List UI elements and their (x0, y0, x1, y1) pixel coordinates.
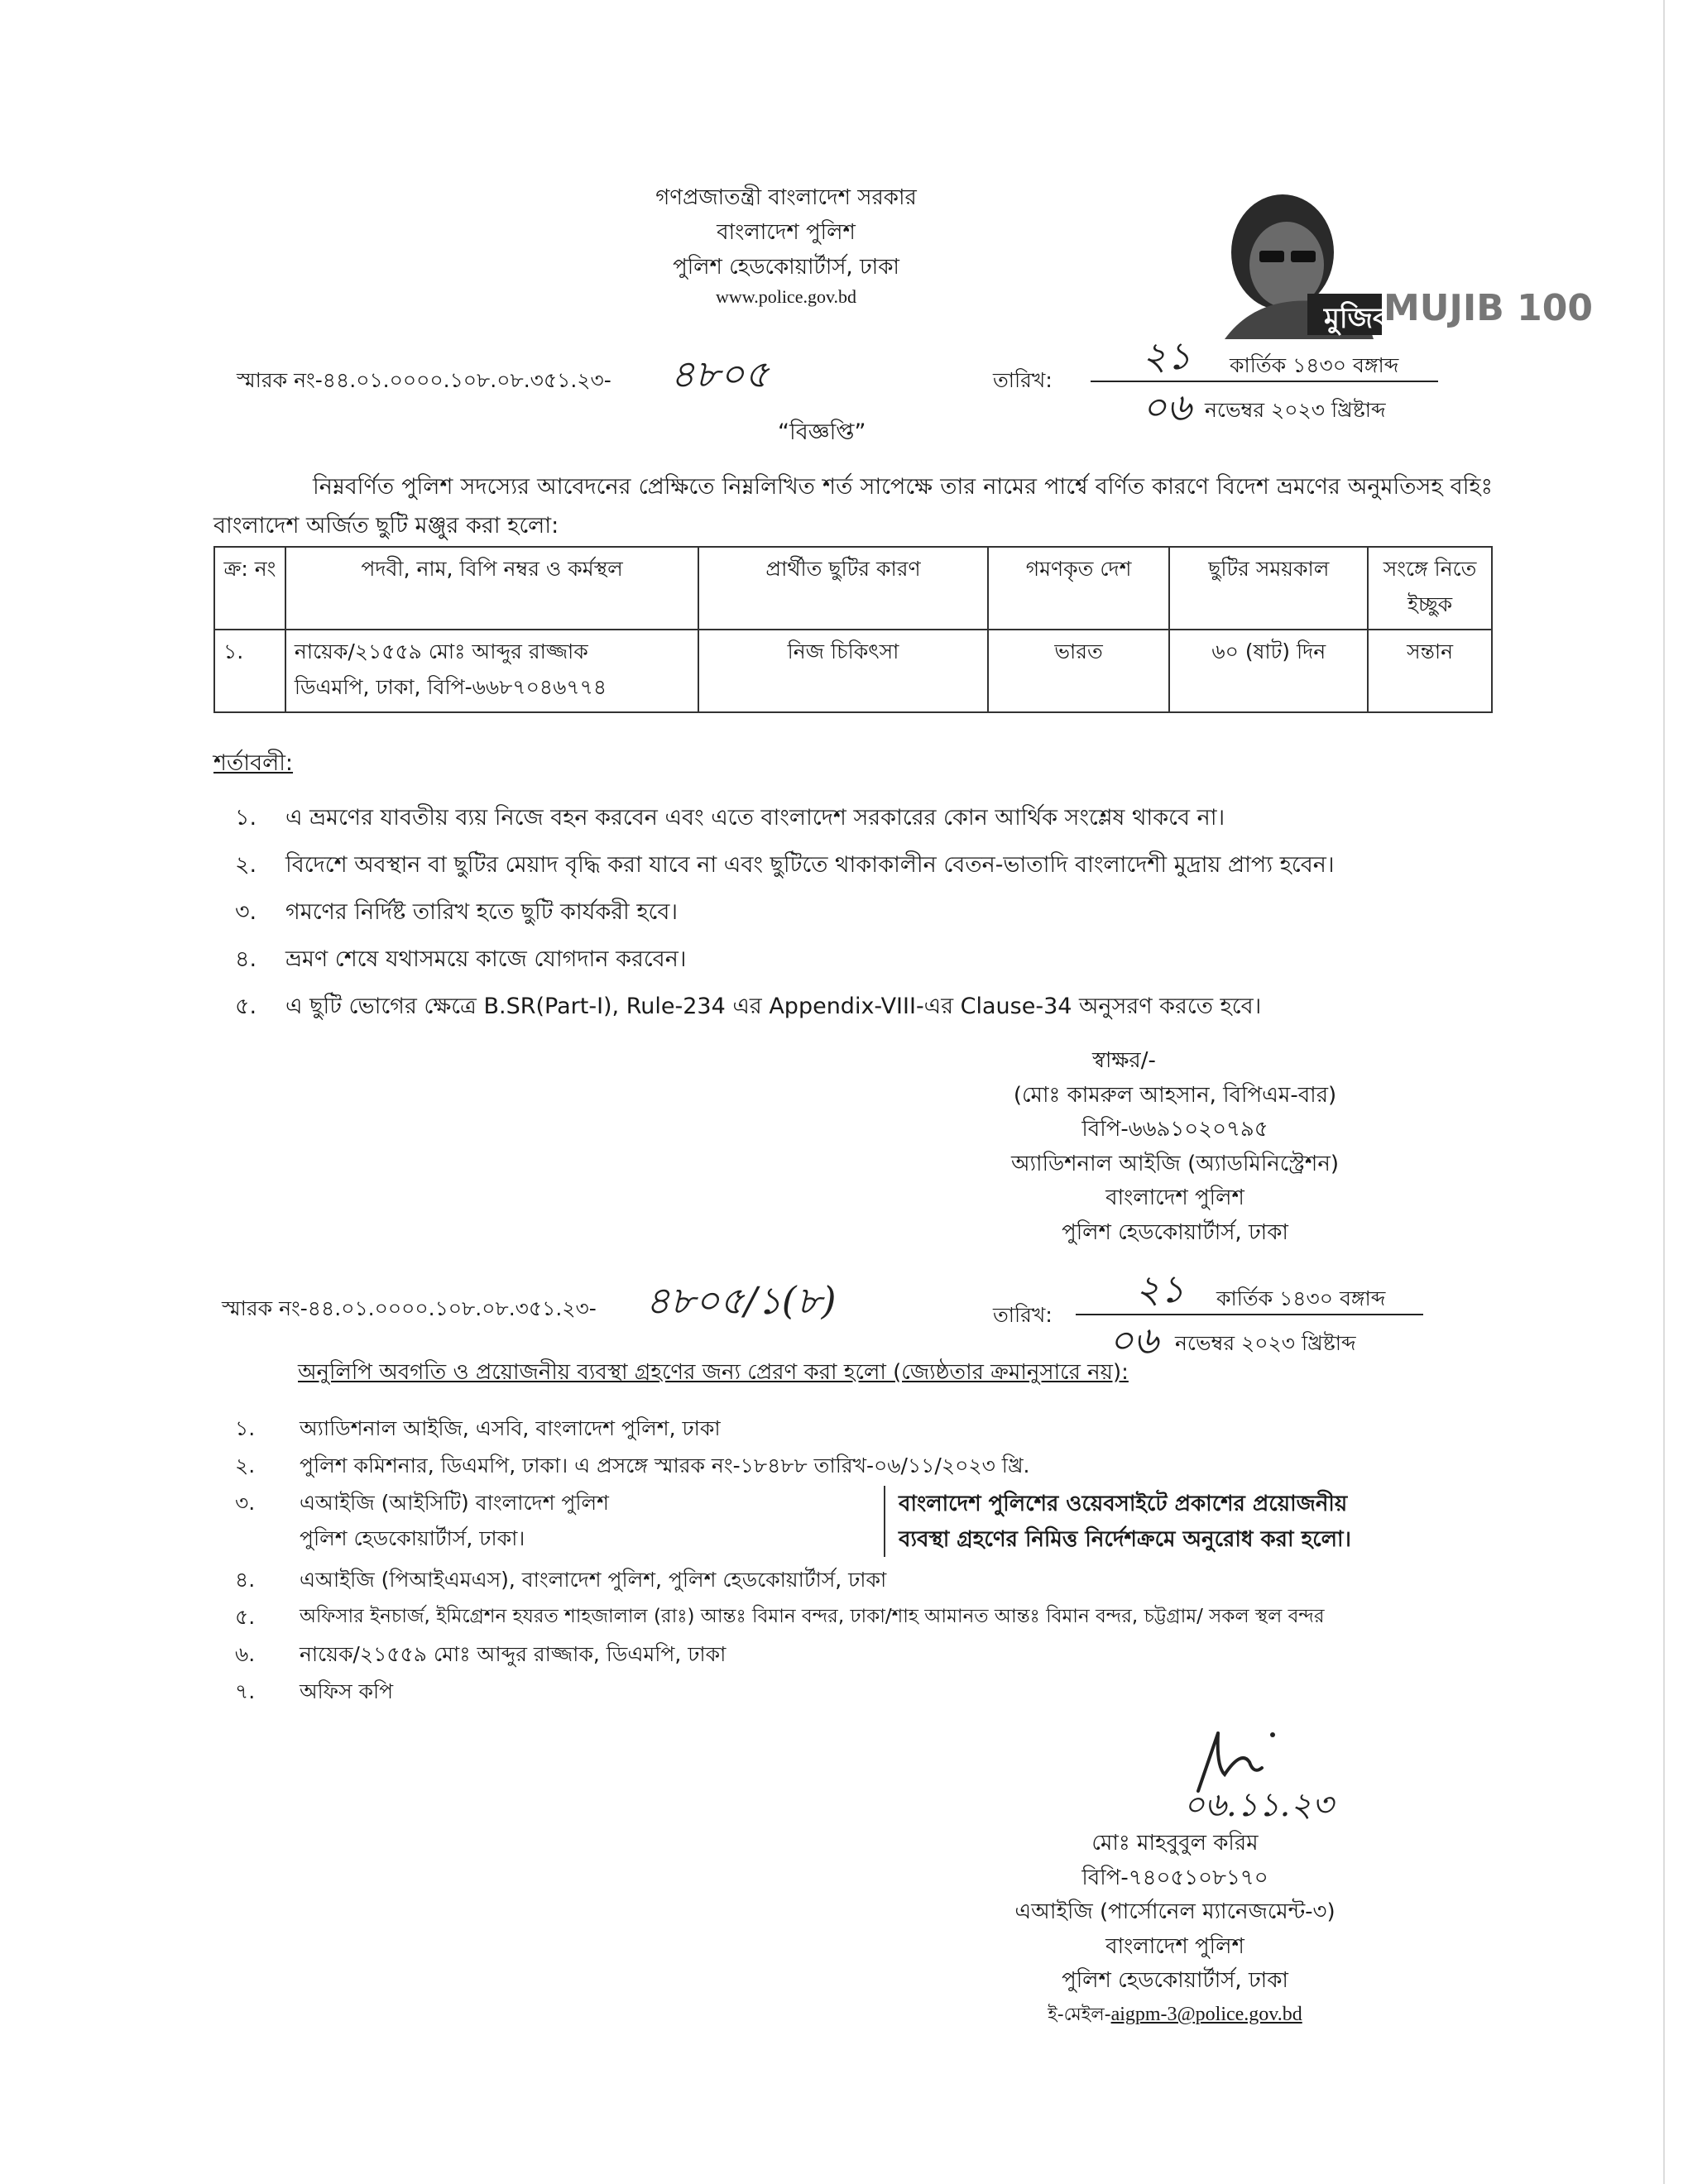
condition-text: ভ্রমণ শেষে যথাসময়ে কাজে যোগদান করবেন। (285, 946, 687, 972)
table-row (214, 630, 1492, 712)
condition-num: ২. (235, 852, 257, 878)
condition-text: এ ভ্রমণের যাবতীয় ব্যয় নিজে বহন করবেন এবং এতে বাংলাদেশ সরকারের কোন আর্থিক সংশ্লেষ থাকবে না। (285, 805, 1225, 831)
memo1-date-label: তারিখ: (993, 368, 1053, 392)
header-line2: বাংলাদেশ পুলিশ (717, 220, 856, 245)
logo-text: MUJIB 100 (1383, 287, 1593, 329)
ict-note-bar (884, 1486, 885, 1557)
signature2-designation: এআইজি (পার্সোনেল ম্যানেজমেন্ট-৩) (1014, 1899, 1336, 1925)
signature1-block (960, 1044, 1390, 1251)
dist-text2: পুলিশ হেডকোয়ার্টার্স, ঢাকা। (300, 1526, 525, 1550)
condition-num: ৫. (235, 994, 257, 1019)
header-website: www.police.gov.bd (715, 286, 857, 307)
row-reason: নিজ চিকিৎসা (698, 630, 987, 712)
signature1-bp: বিপি-৬৬৯১০২০৭৯৫ (1081, 1117, 1268, 1142)
memo1-date-english: নভেম্বর ২০২৩ খ্রিষ্টাব্দ (1205, 398, 1386, 422)
signature2-office: পুলিশ হেডকোয়ার্টার্স, ঢাকা (1062, 1968, 1288, 1994)
leave-table (213, 546, 1493, 713)
signature2-block (960, 1827, 1390, 2030)
memo1-label: স্মারক নং-৪৪.০১.০০০০.১০৮.০৮.৩৫১.২৩- (237, 368, 611, 392)
condition-text: বিদেশে অবস্থান বা ছুটির মেয়াদ বৃদ্ধি করা যাবে না এবং ছুটিতে থাকাকালীন বেতন-ভাতাদি বাংলাদেশী মুদ্রায় প্রাপ্য হবেন। (285, 852, 1335, 878)
dist-num: ৫. (235, 1605, 256, 1629)
row-name-line1: নায়েক/২১৫৫৯ মোঃ আব্দুর রাজ্জাক (294, 639, 588, 663)
memo2-day2-handwritten: ০৬ (1109, 1318, 1158, 1363)
dist-num: ১. (235, 1416, 256, 1440)
signature2-email-label: ই-মেইল- (1048, 2004, 1111, 2025)
memo2-label: স্মারক নং-৪৪.০১.০০০০.১০৮.০৮.৩৫১.২৩- (222, 1296, 597, 1320)
mujib-100-logo: মুজিব MUJIB 100 (1183, 186, 1423, 339)
condition-num: ৩. (235, 899, 257, 925)
dist-num: ৬. (235, 1642, 256, 1666)
signature2-name: মোঃ মাহবুবুল করিম (1091, 1831, 1259, 1856)
signature1-office: পুলিশ হেডকোয়ার্টার্স, ঢাকা (1062, 1219, 1288, 1245)
memo1-day2-handwritten: ০৬ (1142, 385, 1192, 429)
col-serial: ক্র: নং (214, 547, 285, 630)
signature2-bp: বিপি-৭৪০৫১০৮১৭০ (1081, 1865, 1268, 1890)
dist-text: অফিস কপি (300, 1679, 394, 1703)
signature1-signed: স্বাক্ষর/- (1092, 1048, 1156, 1073)
memo2-date-label: তারিখ: (993, 1303, 1053, 1327)
memo2-day-handwritten: ২১ (1135, 1267, 1185, 1311)
dist-text: নায়েক/২১৫৫৯ মোঃ আব্দুর রাজ্জাক, ডিএমপি, ঢাকা (300, 1642, 727, 1666)
intro-paragraph: নিম্নবর্ণিত পুলিশ সদস্যের আবেদনের প্রেক্ষিতে নিম্নলিখিত শর্ত সাপেক্ষে তার নামের পার্শ্বে বর্ণিত কারণে বিদেশ ভ্রমণের অনুমতিসহ বহিঃ বাংলাদেশ অর্জিত ছুটি মঞ্জুর করা হলো: (213, 474, 1493, 539)
page-edge (1663, 0, 1665, 2184)
memo1-date-bangla: কার্তিক ১৪৩০ বঙ্গাব্দ (1230, 353, 1399, 377)
condition-text: এ ছুটি ভোগের ক্ষেত্রে B.SR(Part-I), Rule-234 এর Appendix-VIII-এর Clause-34 অনুসরণ করতে হবে। (285, 994, 1262, 1019)
condition-text: গমণের নির্দিষ্ট তারিখ হতে ছুটি কার্যকরী হবে। (285, 899, 679, 925)
memo1-day-handwritten: ২১ (1142, 333, 1192, 378)
signature1-designation: অ্যাডিশনাল আইজি (অ্যাডমিনিস্ট্রেশন) (1011, 1151, 1339, 1176)
dist-text: অফিসার ইনচার্জ, ইমিগ্রেশন হযরত শাহজালাল (রাঃ) আন্তঃ বিমান বন্দর, ঢাকা/শাহ আমানত আন্তঃ বিমান বন্দর, চট্টগ্রাম/ সকল স্থল বন্দর (300, 1606, 1325, 1627)
notice-title: “বিজ্ঞপ্তি” (778, 419, 866, 445)
dist-text: অ্যাডিশনাল আইজি, এসবি, বাংলাদেশ পুলিশ, ঢাকা (300, 1416, 721, 1440)
col-duration: ছুটির সময়কাল (1169, 547, 1368, 630)
row-serial: ১. (214, 630, 285, 712)
distribution-title: অনুলিপি অবগতি ও প্রয়োজনীয় ব্যবস্থা গ্রহণের জন্য প্রেরণ করা হলো (জ্যেষ্ঠতার ক্রমানুসারে নয়): (298, 1360, 1129, 1385)
row-name (285, 630, 698, 712)
conditions-title: শর্তাবলী: (213, 750, 294, 776)
table-header-row (214, 547, 1492, 630)
dist-num: ৩. (235, 1491, 256, 1515)
signature2-org: বাংলাদেশ পুলিশ (1105, 1933, 1244, 1959)
memo2-date-bangla: কার্তিক ১৪৩০ বঙ্গাব্দ (1216, 1286, 1386, 1310)
row-companion: সন্তান (1368, 630, 1492, 712)
row-name-line2: ডিএমপি, ঢাকা, বিপি-৬৬৮৭০৪৬৭৭৪ (294, 675, 607, 699)
signature2-handwritten-date: ০৬.১১.২৩ (1183, 1786, 1334, 1824)
memo1-number-handwritten: ৪৮০৫ (670, 352, 770, 396)
col-reason: প্রার্থীত ছুটির কারণ (698, 547, 987, 630)
memo2-date-english: নভেম্বর ২০২৩ খ্রিষ্টাব্দ (1175, 1331, 1356, 1355)
dist-text: পুলিশ কমিশনার, ডিএমপি, ঢাকা। এ প্রসঙ্গে স্মারক নং-১৮৪৮৮ তারিখ-০৬/১১/২০২৩ খ্রি. (300, 1454, 1030, 1478)
memo2-date-block (1076, 1267, 1423, 1363)
col-name: পদবী, নাম, বিপি নম্বর ও কর্মস্থল (285, 547, 698, 630)
col-companion: সংঙ্গে নিতে ইচ্ছুক (1368, 547, 1492, 630)
condition-num: ৪. (235, 946, 257, 972)
ict-note-line2: ব্যবস্থা গ্রহণের নিমিত্ত নির্দেশক্রমে অনুরোধ করা হলো। (899, 1527, 1351, 1552)
condition-num: ১. (235, 805, 257, 831)
signature1-name: (মোঃ কামরুল আহসান, বিপিএম-বার) (1013, 1082, 1337, 1108)
dist-num: ৪. (235, 1568, 256, 1592)
memo1-date-block (1091, 333, 1438, 429)
row-country: ভারত (988, 630, 1170, 712)
row-duration: ৬০ (ষাট) দিন (1169, 630, 1368, 712)
ict-note-line1: বাংলাদেশ পুলিশের ওয়েবসাইটে প্রকাশের প্রয়োজনীয় (899, 1492, 1348, 1516)
col-country: গমণকৃত দেশ (988, 547, 1170, 630)
dist-num: ৭. (235, 1679, 256, 1703)
memo2-number-handwritten: ৪৮০৫/১(৮) (645, 1278, 837, 1323)
dist-num: ২. (235, 1454, 256, 1478)
signature2-email[interactable]: aigpm-3@police.gov.bd (1110, 2003, 1302, 2025)
header-line3: পুলিশ হেডকোয়ার্টার্স, ঢাকা (673, 255, 899, 280)
signature1-org: বাংলাদেশ পুলিশ (1105, 1185, 1244, 1211)
dist-text: এআইজি (পিআইএমএস), বাংলাদেশ পুলিশ, পুলিশ হেডকোয়ার্টার্স, ঢাকা (300, 1568, 887, 1592)
dist-text: এআইজি (আইসিটি) বাংলাদেশ পুলিশ (300, 1491, 609, 1515)
header-line1: গণপ্রজাতন্ত্রী বাংলাদেশ সরকার (655, 185, 917, 210)
